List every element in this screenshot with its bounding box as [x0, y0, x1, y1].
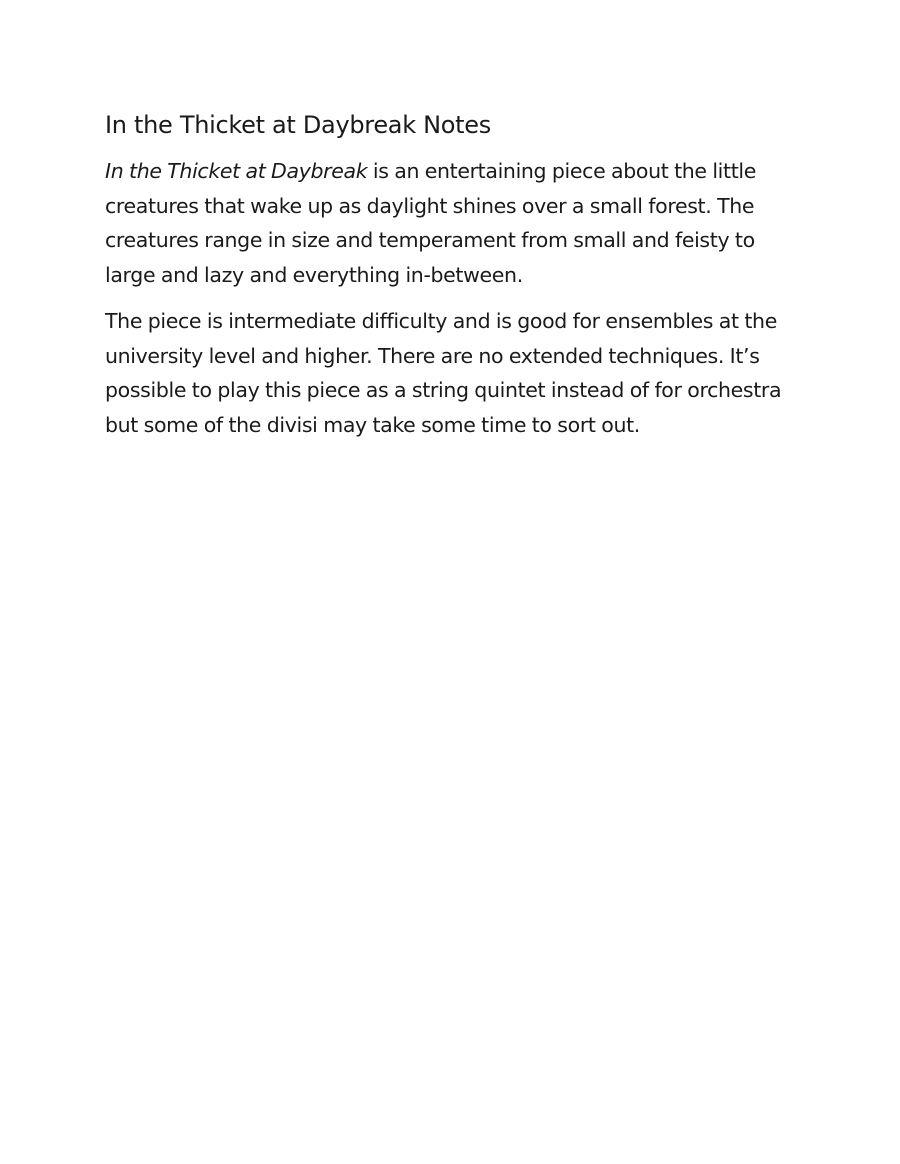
paragraph-intro-text: is an entertaining piece about the little creatures that wake up as daylight shines over a small forest. The creatures range in size and temperament from small and feisty to large and lazy and everything in-between. — [105, 159, 757, 287]
document-title: In the Thicket at Daybreak Notes — [105, 111, 491, 139]
paragraph-intro — [105, 154, 805, 292]
piece-title-italic: In the Thicket at Daybreak — [105, 159, 368, 183]
paragraph-performance-notes: The piece is intermediate difficulty and is good for ensembles at the university level and higher. There are no extended techniques. It’s possible to play this piece as a string quintet instead of for orchestra but some of the divisi may take some time to sort out. — [105, 309, 782, 437]
document-page — [105, 108, 805, 454]
